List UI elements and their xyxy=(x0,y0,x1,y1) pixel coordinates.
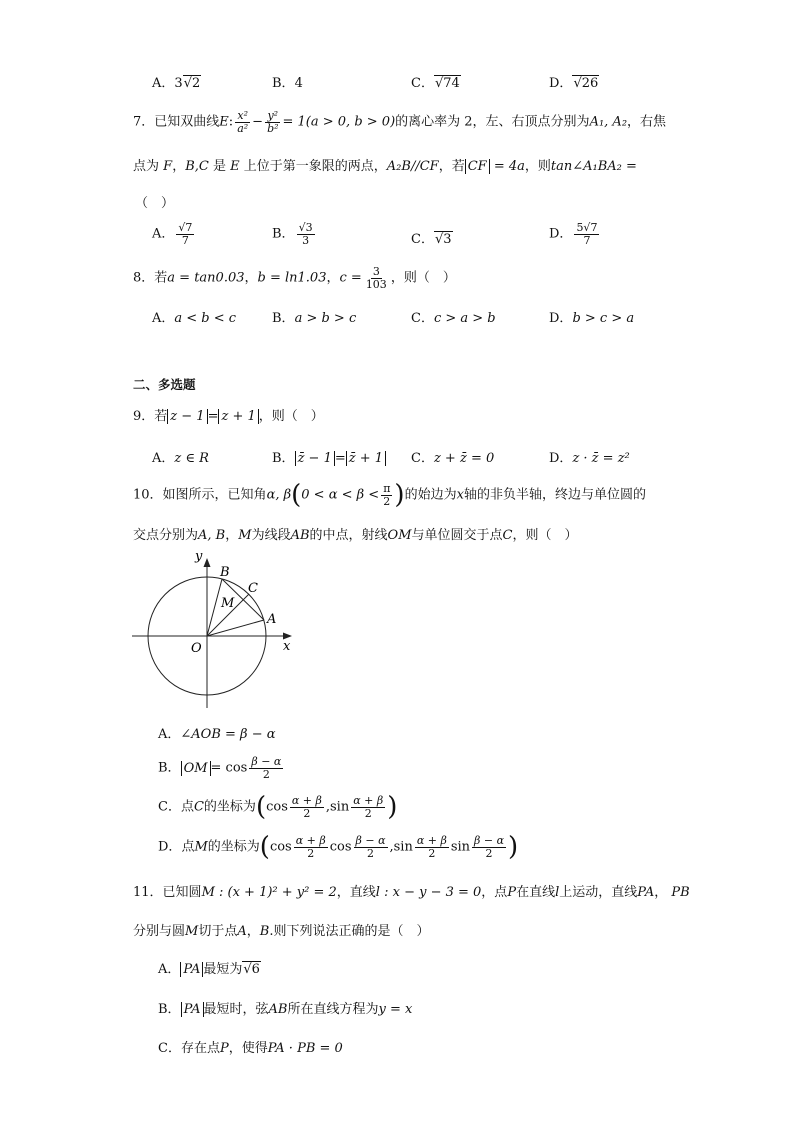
point-m-label: M xyxy=(221,596,235,611)
q10-stem-line2: 交点分别为A, B，M为线段AB的中点，射线OM与单位圆交于点C，则（ ） xyxy=(133,528,578,543)
q9-option-c: C．z + z̄ = 0 xyxy=(411,451,495,466)
section-heading: 二、多选题 xyxy=(133,377,196,392)
q8-option-b: B．a > b > c xyxy=(272,311,357,326)
y-axis-label: y xyxy=(195,549,203,564)
q10-option-b: B． OM = cos $\frac{\beta - \alpha}{2}$ xyxy=(158,755,282,781)
q6-option-c: C．√ 74 xyxy=(411,72,461,91)
q10-option-a: A．∠AOB = β − α xyxy=(158,727,276,742)
q6-option-d: D．√ 26 xyxy=(549,72,599,91)
point-b-label: B xyxy=(220,565,230,580)
q10-stem-line1: 10．如图所示，已知角α, β(0 < α < β < $\frac{\pi}{2}$ )的始边为x轴的非负半轴，终边与单位圆的 xyxy=(133,480,646,510)
q8-option-d: D．b > c > a xyxy=(549,311,635,326)
q7-option-a: A． $\frac{√7}{7}$ xyxy=(152,221,193,247)
q9-stem: 9．若 z − 1 = z + 1 ，则（ ） xyxy=(133,409,324,424)
q10-option-d: D．点M的坐标为(cos $\frac{\alpha + \beta}{2}$ cos $\frac{\beta - \alpha}{2}$ ,sin $\frac{\alpha + \beta}{2}$ sin $\frac{\beta - \alpha}{2}$ ) xyxy=(158,832,519,862)
origin-label: O xyxy=(191,641,202,656)
y-axis-arrow xyxy=(204,558,211,567)
q7-answer-paren: （ ） xyxy=(135,196,175,211)
point-c-label: C xyxy=(248,581,258,596)
q7-option-c: C．√ 3 xyxy=(411,228,453,247)
q11-stem-line1: 11．已知圆M : (x + 1)² + y² = 2，直线l : x − y − 3 = 0，点P在直线l上运动，直线PA， PB xyxy=(133,885,690,900)
q10-option-c: C．点C的坐标为(cos $\frac{\alpha + \beta}{2}$ ,sin $\frac{\alpha + \beta}{2}$ ) xyxy=(158,792,398,822)
q9-option-a: A．z ∈ R xyxy=(152,451,209,466)
q8-option-c: C．c > a > b xyxy=(411,311,496,326)
q8-option-a: A．a < b < c xyxy=(152,311,237,326)
q7-stem-line2: 点为 F，B,C 是 E 上位于第一象限的两点，A₂B//CF，若 CF = 4a，则tan∠A₁BA₂ = xyxy=(133,159,637,174)
q11-stem-line2: 分别与圆M切于点A，B.则下列说法正确的是（ ） xyxy=(133,924,430,939)
q11-option-a: A． PA 最短为√ 6 xyxy=(158,958,261,977)
ray-ob xyxy=(207,579,222,636)
q9-option-b: B． z̄ − 1 = z̄ + 1 xyxy=(272,447,386,466)
q11-option-c: C．存在点P，使得PA · PB = 0 xyxy=(158,1041,343,1056)
q6-option-a: A．3√ 2 xyxy=(152,72,201,91)
q9-option-d: D．z · z̄ = z² xyxy=(549,451,630,466)
point-a-label: A xyxy=(267,612,277,627)
q8-stem: 8．若a = tan0.03，b = ln1.03，c = $\frac{3}{103}$ ，则（ ） xyxy=(133,265,456,291)
q7-option-d: D． $\frac{5√7}{7}$ xyxy=(549,221,598,247)
q6-option-b: B．4 xyxy=(272,76,303,91)
q11-option-b: B． PA 最短时，弦AB所在直线方程为y = x xyxy=(158,1002,413,1017)
q7-option-b: B． $\frac{√3}{3}$ xyxy=(272,221,313,247)
q7-stem-line1: 7．已知双曲线E: $\frac{\text{x²}}{\text{a²}}$ − $\frac{\text{y²}}{\text{b²}}$ = 1(a > 0, b > 0)的离心率为 2，左、右顶点分别为A₁, A₂，右焦 xyxy=(133,109,667,135)
x-axis-label: x xyxy=(283,639,291,654)
unit-circle-figure xyxy=(128,548,300,714)
